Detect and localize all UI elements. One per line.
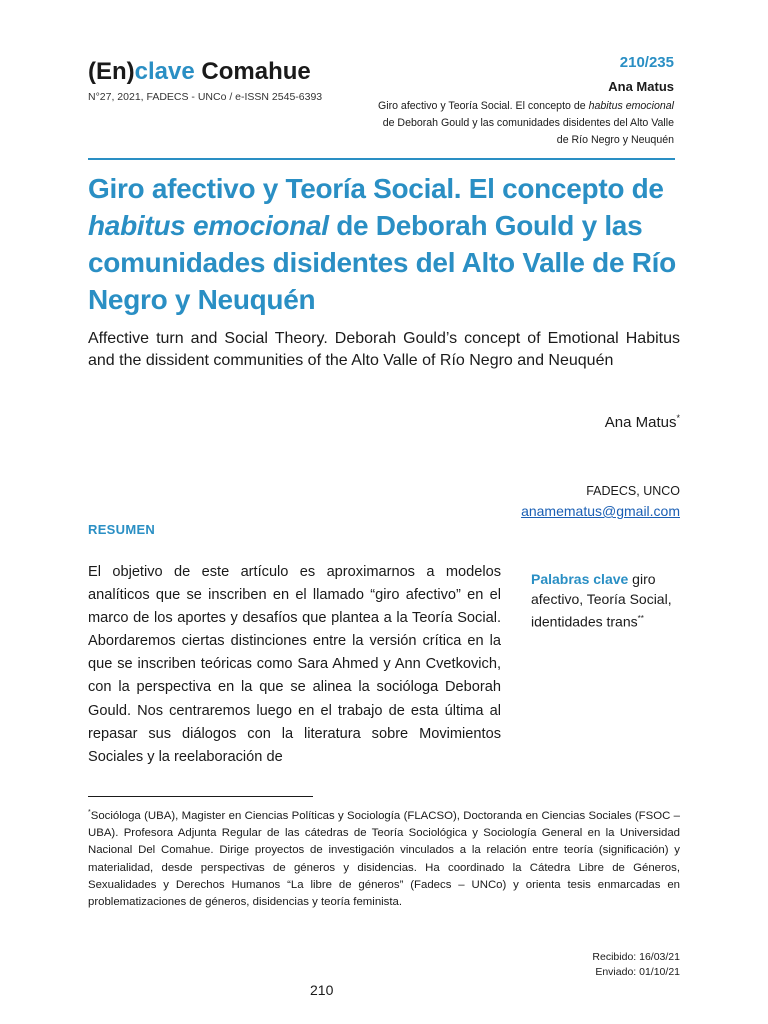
header-title-part1: Giro afectivo y Teoría Social. El concepto de — [377, 100, 589, 112]
author-email-link[interactable]: anamematus@gmail.com — [521, 503, 680, 519]
abstract-text: El objetivo de este artículo es aproximarnos a modelos analíticos que se inscriben en el llamado “giro afectivo” en el marco de los aportes y desafíos que plantea a la Teoría Social. Abordaremos ciertas distinciones entre la versión crítica en la que se inscriben teóricas como Sara Ahmed y Ann Cvetkovich, con la perspectiva en la que se alinea la socióloga Deborah Gould. Nos centraremos luego en el trabajo de esta última al repasar sus diálogos con la literatura sobre Movimientos Sociales y la reelaboración de — [88, 564, 501, 765]
title-italic: habitus emocional — [88, 210, 329, 241]
brand-prefix: (En) — [88, 58, 135, 85]
keywords-label: Palabras clave — [531, 571, 629, 587]
footnote-mark: * — [88, 809, 91, 816]
submission-dates — [592, 950, 680, 980]
abstract-heading: RESUMEN — [88, 522, 156, 537]
footnote — [88, 804, 680, 912]
author-name: Ana Matus — [604, 414, 677, 431]
issue-line: N°27, 2021, FADECS - UNCo / e-ISSN 2545-6393 — [88, 91, 323, 103]
affiliation: FADECS, UNCO — [586, 484, 680, 498]
footnote-rule — [88, 796, 313, 797]
header-author: Ana Matus — [608, 79, 674, 94]
title-part1: Giro afectivo y Teoría Social. El concepto de — [88, 173, 664, 204]
keywords-footnote-mark: ** — [637, 614, 644, 623]
title-part2: de Deborah Gould y las comunidades disidentes del Alto Valle de Río Negro y Neuquén — [88, 210, 676, 315]
journal-brand — [88, 58, 311, 86]
author-line — [605, 413, 680, 431]
header-title-part2: de Deborah Gould y las comunidades disidentes del Alto Valle de Río Negro y Neuquén — [382, 117, 674, 146]
footnote-text: Socióloga (UBA), Magister en Ciencias Políticas y Sociología (FLACSO), Doctoranda en Ciencias Sociales (FSOC – UBA). Profesora Adjunta Regular de las cátedras de Teoría Sociológica y Sociología General en la Universidad Nacional Del Comahue. Dirige proyectos de investigación vinculados a la relación entre teoría (significación) y materialidad, desde perspectivas de géneros y disidencias. Ha coordinado la Cátedra Libre de Géneros, Sexualidades y Derechos Humanos “La libre de géneros” (Fadecs – UNCo) y orienta tesis enmarcadas en problematizaciones de géneros, disidencias y teoría feminista. — [88, 809, 680, 909]
header-running-title — [374, 98, 674, 149]
english-subtitle: Affective turn and Social Theory. Deborah Gould’s concept of Emotional Habitus and the dissident communities of the Alto Valle of Río Negro and Neuquén — [88, 330, 680, 369]
brand-suffix: Comahue — [194, 58, 311, 85]
header-title-italic: habitus emocional — [588, 100, 674, 112]
sent-date: Enviado: 01/10/21 — [595, 966, 680, 978]
page-number: 210 — [310, 982, 334, 998]
keywords-box — [531, 569, 681, 632]
article-title — [88, 170, 688, 318]
page-count: 210/235 — [619, 54, 674, 71]
brand-accent: clave — [134, 58, 195, 85]
received-date: Recibido: 16/03/21 — [592, 951, 680, 963]
header-rule — [88, 158, 675, 160]
author-footnote-mark: * — [676, 413, 680, 423]
keywords-text: giro afectivo, Teoría Social, identidades trans — [531, 571, 672, 630]
